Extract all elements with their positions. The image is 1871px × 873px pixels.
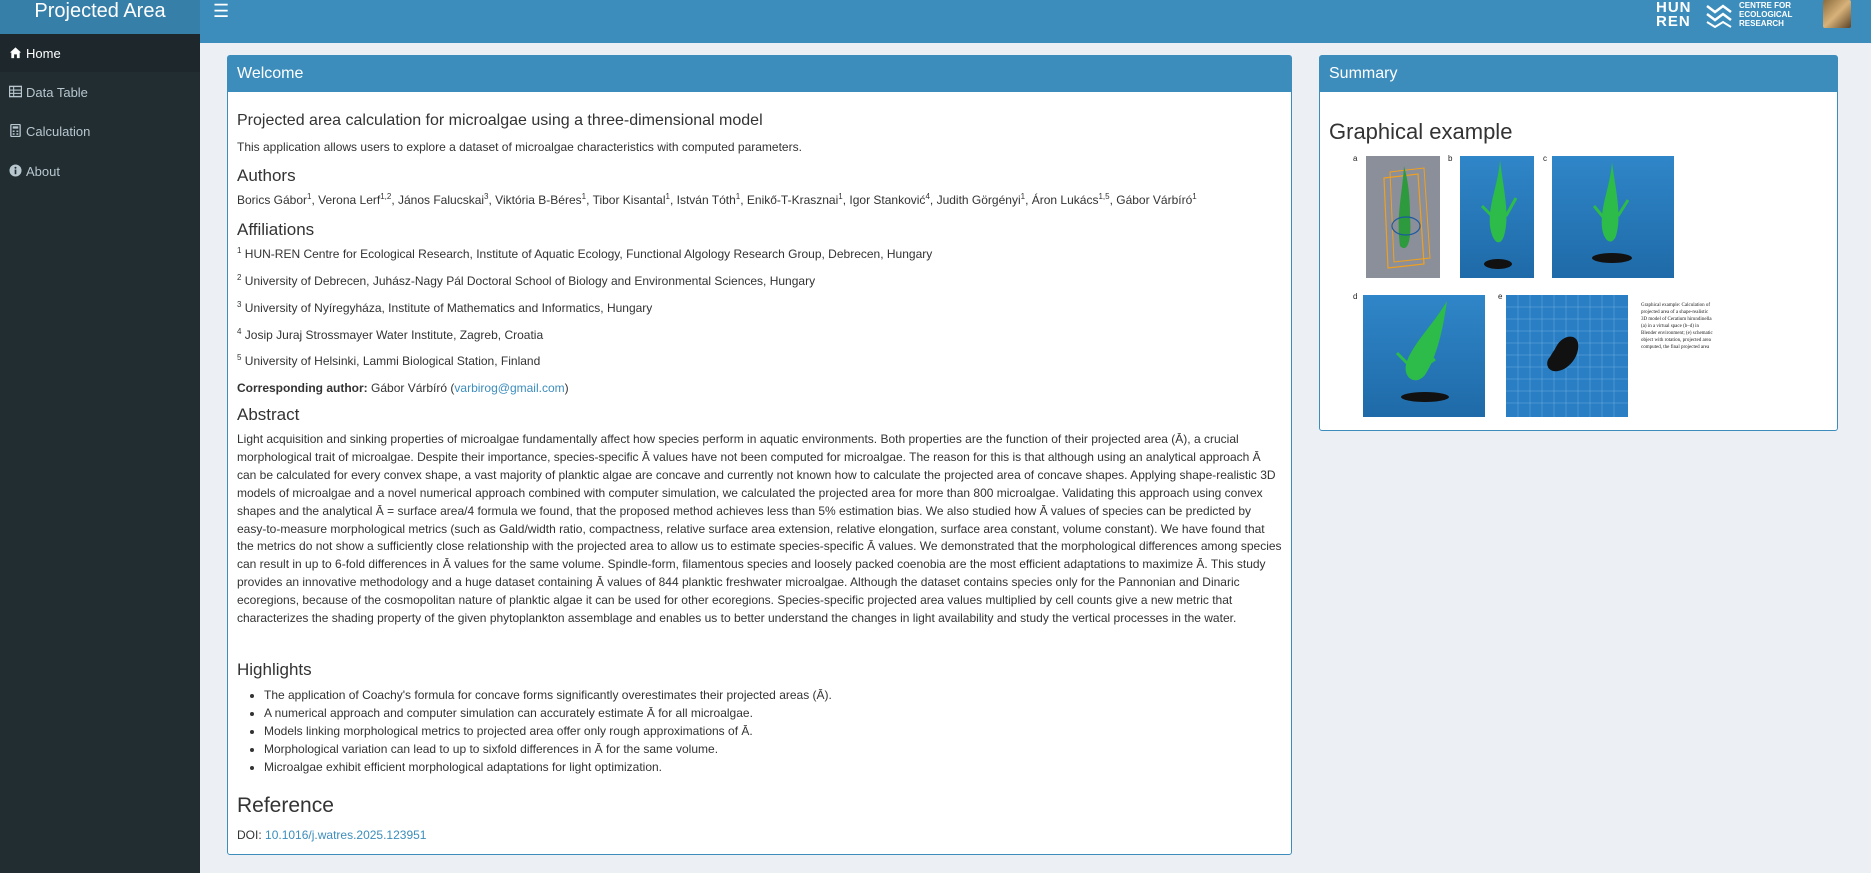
highlight-item: • Models linking morphological metrics to projected area offer only rough approximations of Ā.: [264, 722, 1283, 740]
author-sup: 1: [838, 192, 843, 201]
corresponding-author: [237, 380, 1283, 396]
sidebar-item-label: Data Table: [26, 85, 88, 100]
panel-label: d: [1353, 292, 1358, 301]
highlight-item: • Morphological variation can lead to up to sixfold differences in Ā for the same volume.: [264, 740, 1283, 758]
info-circle-icon: [9, 164, 22, 177]
paren-open: (: [450, 381, 455, 395]
affiliation-text: Josip Juraj Strossmayer Water Institute, Zagreb, Croatia: [244, 328, 544, 342]
welcome-box: [227, 55, 1292, 855]
author-sup: 1,2: [380, 192, 392, 201]
affiliation-sup: 5: [237, 353, 242, 362]
logo-subtitle: CENTRE FOR ECOLOGICAL RESEARCH: [1739, 1, 1793, 28]
abstract-heading: Abstract: [237, 405, 300, 424]
author-name: Tibor Kisantal: [592, 193, 666, 207]
logo-text: HUN REN: [1656, 0, 1692, 30]
author-sup: 1: [1192, 192, 1197, 201]
author-sup: 3: [484, 192, 489, 201]
authors-list: Borics Gábor$^1$, Verona Lerf$^{1,2}$, János Falucskai$^3$, Viktória B-Béres$^1$, Tibor Kisantal$^1$, István Tóth$^1$, Enikő-T-Krasznai$^1$, Igor Stanković$^4$, Judith Görgényi$^1$, Áron Lukács$^{1,5}$, Gábor Várbíró$^1$: [237, 192, 1197, 207]
figure-caption: Graphical example: Calculation of projected area of a shape-realistic 3D model of Ceratium hirundinella (a) in a virtual space (b–d) in Blender environment; (e) schematic object with rotation, projected area computed, the final projected area: [1641, 303, 1713, 350]
author-name: Áron Lukács: [1031, 193, 1099, 207]
corresponding-name: Gábor Várbíró: [371, 381, 448, 395]
affiliation-text: University of Helsinki, Lammi Biological Station, Finland: [244, 354, 541, 368]
affiliation-text: HUN-REN Centre for Ecological Research, Institute of Aquatic Ecology, Functional Algology Research Group, Debrecen, Hungary: [244, 247, 933, 261]
affiliation-sup: 3: [237, 300, 242, 309]
author-name: István Tóth: [676, 193, 736, 207]
panel-label: c: [1543, 154, 1547, 163]
affiliation-item: [237, 273, 1283, 289]
graphical-panel-a: [1366, 156, 1440, 278]
main-content: [200, 43, 1871, 873]
sidebar-item-label: Calculation: [26, 124, 91, 139]
author-name: Verona Lerf: [318, 193, 381, 207]
email-link[interactable]: varbirog@gmail.com: [454, 381, 565, 395]
affiliation-text: University of Nyíregyháza, Institute of Mathematics and Informatics, Hungary: [244, 301, 653, 315]
doi-label: DOI:: [237, 828, 262, 842]
author-sup: 1: [307, 192, 312, 201]
sidebar-toggle-icon[interactable]: ☰: [213, 1, 230, 21]
author-name: Viktória B-Béres: [495, 193, 582, 207]
graphical-panel-c: [1552, 156, 1674, 278]
user-avatar[interactable]: [1823, 0, 1851, 28]
affiliation-sup: 1: [237, 246, 242, 255]
sidebar-item-data-table[interactable]: [0, 73, 200, 111]
corresponding-label: Corresponding author:: [237, 381, 368, 395]
home-icon: [9, 46, 22, 59]
sidebar-item-label: Home: [26, 46, 61, 61]
welcome-box-header: Welcome: [228, 56, 1291, 92]
author-name: Igor Stanković: [849, 193, 926, 207]
page-title: Projected area calculation for microalgae using a three-dimensional model: [237, 112, 763, 129]
graphical-example-title: Graphical example: [1329, 119, 1513, 144]
summary-box: [1319, 55, 1838, 431]
author-sup: 1: [581, 192, 587, 201]
intro-text: This application allows users to explore a dataset of microalgae characteristics with computed parameters.: [237, 140, 802, 154]
graphical-panel-d: [1363, 295, 1485, 417]
author-sup: 4: [925, 192, 930, 201]
affiliation-item: [237, 327, 1283, 343]
affiliation-sup: 2: [237, 273, 242, 282]
author-sup: 1,5: [1098, 192, 1110, 201]
calculator-icon: [9, 124, 22, 137]
summary-box-header: Summary: [1320, 56, 1837, 92]
panel-label: e: [1498, 292, 1503, 301]
author-name: Judith Görgényi: [936, 193, 1021, 207]
sidebar-item-label: About: [26, 164, 60, 179]
affiliation-item: [237, 300, 1283, 316]
author-sup: 1: [735, 192, 741, 201]
author-sup: 1: [1020, 192, 1026, 201]
sidebar: [0, 34, 200, 873]
author-name: Enikő-T-Krasznai: [746, 193, 839, 207]
graphical-panel-b: [1460, 156, 1534, 278]
wave-logo-icon: [1705, 2, 1733, 28]
author-name: János Falucskai: [398, 193, 485, 207]
panel-label: b: [1448, 154, 1453, 163]
graphical-panel-e: [1506, 295, 1628, 417]
affiliation-sup: 4: [237, 327, 242, 336]
highlight-item: • A numerical approach and computer simulation can accurately estimate Ā for all microalgae.: [264, 704, 1283, 722]
affiliation-item: [237, 353, 1283, 369]
sidebar-item-about[interactable]: [0, 152, 200, 190]
abstract-text: Light acquisition and sinking properties of microalgae fundamentally affect how species perform in aquatic environments. Both properties are the function of their projected area (Ā), a crucial morphological trait of microalgae. Despite their importance, species-specific Ā values have not been computed for microalgae. The reason for this is that although using an analytical approach Ā can be calculated for every convex shape, a vast majority of planktic algae are concave and currently not known how to calculate the projected area of concave shapes. Applying shape-realistic 3D models of microalgae and a novel numerical approach combined with computer simulation, we calculated the projected area for more than 800 microalgae. Validating this approach using convex shapes and the analytical Ā = surface area/4 formula we found, that the proposed method achieves less than 5% estimation bias. We also studied how Ā values of species can be predicted by easy-to-measure morphological metrics (such as Gald/width ratio, compactness, relative surface area extension, relative elongation, surface area constant, volume constant). We have found that the metrics do not show a sufficiently close relationship with the projected area to allow us to estimate species-specific Ā values. We demonstrated that the morphological differences among species can result in up to 6-fold differences in Ā values for the same volume. Spindle-form, filamentous species and loosely packed coenobia are the most efficient adaptations to maximize Ā. This study provides an innovative methodology and a huge dataset containing Ā values of 844 planktic freshwater microalgae. Although the dataset contains species only for the Pannonian and Dinaric ecoregions, because of the cosmopolitan nature of planktic algae it can be used for other ecoregions. Species-specific projected area values multiplied by cell counts give a new metric that characterizes the shading property of the given phytoplankton assemblage and enables us to better understand the changes in light availability and study the vertical processes in the water.: [237, 432, 1282, 626]
panel-label: a: [1353, 154, 1358, 163]
affiliation-text: University of Debrecen, Juhász-Nagy Pál Doctoral School of Biology and Environmental Sciences, Hungary: [244, 274, 816, 288]
app-title[interactable]: Projected Area: [0, 0, 200, 34]
highlights-list: [228, 686, 1283, 776]
reference-heading: Reference: [237, 794, 334, 817]
authors-heading: Authors: [237, 166, 296, 185]
doi-link[interactable]: 10.1016/j.watres.2025.123951: [265, 828, 427, 842]
top-navbar: [0, 0, 1871, 43]
author-name: Borics Gábor: [237, 193, 308, 207]
doi-line: [237, 827, 1283, 843]
highlight-item: • The application of Coachy's formula for concave forms significantly overestimates their projected areas (Ā).: [264, 686, 1283, 704]
affiliations-heading: Affiliations: [237, 220, 315, 239]
highlight-item: • Microalgae exhibit efficient morphological adaptations for light optimization.: [264, 758, 1283, 776]
highlights-heading: Highlights: [237, 660, 312, 679]
sidebar-item-calculation[interactable]: [0, 112, 200, 150]
paren-close: ): [564, 381, 569, 395]
highlights-list-wrap: [228, 686, 1283, 776]
sidebar-item-home[interactable]: [0, 34, 200, 72]
affiliation-item: [237, 246, 1283, 262]
author-name: Gábor Várbíró: [1116, 193, 1193, 207]
author-sup: 1: [665, 192, 670, 201]
table-icon: [9, 85, 22, 98]
